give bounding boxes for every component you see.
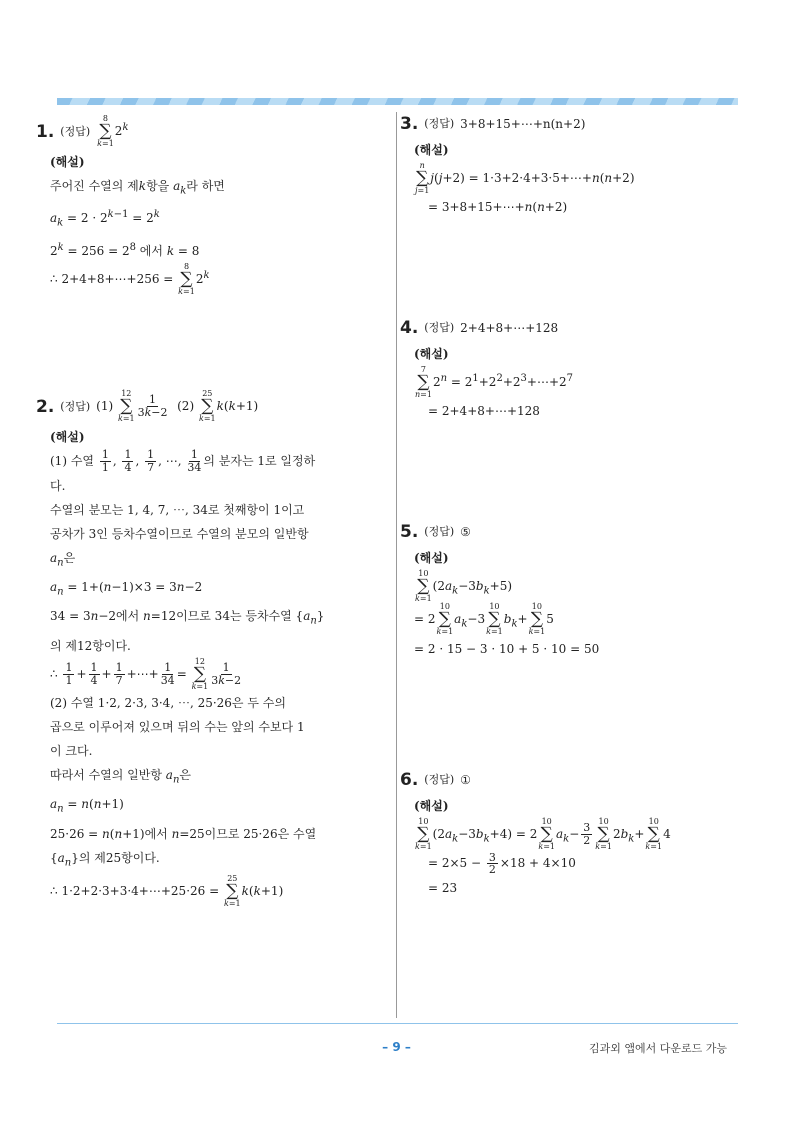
line: = 23 xyxy=(428,880,458,895)
answer-label: (정답) xyxy=(424,321,455,334)
problem-4 xyxy=(400,316,735,423)
line: ∴ 2+4+8+⋯+256 = 8 ∑ k=1 2$^k$ xyxy=(50,261,210,296)
line: 25·26 = n(n+1)에서 n=25이므로 25·26은 수열 xyxy=(50,826,317,841)
line: 공차가 3인 등차수열이므로 수열의 분모의 일반항 xyxy=(50,526,309,541)
problem-2 xyxy=(36,390,371,908)
line: 10 ∑ k=1 $(2a_k-3b_k+5)$ xyxy=(415,569,513,603)
line: = 2+4+8+⋯+128 xyxy=(428,404,540,418)
line: 곱으로 이루어져 있으며 뒤의 수는 앞의 수보다 1 xyxy=(50,719,305,734)
problem-number: 6. xyxy=(400,770,419,790)
line: $a_k = 2 \cdot 2^{k-1} = 2^k$ xyxy=(50,209,160,229)
answer: ⑤ xyxy=(460,525,471,539)
explanation-label: (해설) xyxy=(414,143,449,157)
line: = 3+8+15+⋯+n(n+2) xyxy=(428,200,568,214)
line: 의 제12항이다. xyxy=(50,638,131,653)
line: $a_n$은 xyxy=(50,550,76,568)
line: 이 크다. xyxy=(50,743,93,758)
line: 7 ∑ n=1 $2^n$ = $2^1+2^2+2^3+\cdots+2^7$ xyxy=(415,365,574,399)
explanation-label: (해설) xyxy=(414,799,449,813)
explanation-label: (해설) xyxy=(414,551,449,565)
problem-1 xyxy=(36,115,371,296)
line: 34 = 3n−2에서 n=12이므로 34는 등차수열 $\{a_n\}$ xyxy=(50,609,325,627)
problem-number: 2. xyxy=(36,396,55,417)
problem-6 xyxy=(400,768,735,900)
answer-label: (정답) xyxy=(424,117,455,130)
problem-number: 3. xyxy=(400,114,419,134)
problem-5 xyxy=(400,520,735,661)
line: $a_n = 1+(n-1)\times 3 = 3n-2$ xyxy=(50,579,203,598)
line: $a_n = n(n+1)$ xyxy=(50,797,124,815)
line: 주어진 수열의 제k항을 $a_k$라 하면 xyxy=(50,179,225,197)
answer: 2+4+8+⋯+128 xyxy=(460,321,559,335)
answer-label: (정답) xyxy=(424,525,455,538)
explanation-label: (해설) xyxy=(50,430,85,444)
line: n ∑ j=1 j(j+2) = 1·3+2·4+3·5+⋯+n(n+2) xyxy=(415,161,635,195)
answer-label: (정답) xyxy=(424,773,455,786)
line: (1) 수열 $\frac{1}{1}$ , $\frac{1}{4}$ , $\frac{1}{7}$ , ⋯, $\frac{1}{34}$ 의 분자는 1로 일정하 xyxy=(50,448,316,474)
line: (2) 수열 1·2, 2·3, 3·4, ⋯, 25·26은 두 수의 xyxy=(50,695,286,710)
problem-number: 5. xyxy=(400,522,419,542)
answer: (1) 12 ∑ k=1 $\frac{1}{3k-2}$ (2) 25 ∑ k=1 k(k+1) xyxy=(96,389,259,423)
line: 수열의 분모는 1, 4, 7, ⋯, 34로 첫째항이 1이고 xyxy=(50,502,305,517)
line: = 2×5 − $\frac{3}{2}$ ×18 + 4×10 xyxy=(428,850,576,877)
explanation-label: (해설) xyxy=(50,155,85,169)
header-band xyxy=(57,98,738,105)
problem-3 xyxy=(400,112,735,219)
answer-label: (정답) xyxy=(60,124,91,138)
line: ∴ 1·2+2·3+3·4+⋯+25·26 = 25 ∑ k=1 k(k+1) xyxy=(50,873,284,908)
answer: 8 ∑ k=1 2$^k$ xyxy=(97,114,129,148)
answer: 3+8+15+⋯+n(n+2) xyxy=(460,117,586,131)
line: 다. xyxy=(50,478,66,493)
download-note: 김과외 앱에서 다운로드 가능 xyxy=(588,1042,727,1055)
line: $2^k = 256 = 2^8$ 에서 k = 8 xyxy=(50,241,200,258)
column-divider xyxy=(396,112,397,1018)
answer-label: (정답) xyxy=(60,399,91,413)
problem-number: 4. xyxy=(400,318,419,338)
line: 10 ∑ k=1 $(2a_k-3b_k+4) = 2$ 10 ∑ k=1 $a_k-$ $\frac{3}{2}$ 10 ∑ k=1 $2b_k+$ 10 ∑ k=1 4 xyxy=(415,817,671,851)
line: = 2 10 ∑ k=1 $a_k-3$ 10 ∑ k=1 $b_k+$ 10 ∑ k=1 5 xyxy=(414,602,554,637)
line: ∴ $\frac{1}{1}$ + $\frac{1}{4}$ + $\frac{1}{7}$ +⋯+ $\frac{1}{34}$ = 12 ∑ k=1 $\frac{1}{3k-2}$ xyxy=(50,656,242,691)
answer: ① xyxy=(460,773,471,787)
explanation-label: (해설) xyxy=(414,347,449,361)
problem-number: 1. xyxy=(36,121,55,142)
line: $\{a_n\}$의 제25항이다. xyxy=(50,850,160,868)
footer-rule xyxy=(57,1023,738,1024)
line: = 2 · 15 − 3 · 10 + 5 · 10 = 50 xyxy=(414,641,600,656)
page-number: – 9 – xyxy=(382,1040,411,1054)
line: 따라서 수열의 일반항 $a_n$은 xyxy=(50,767,191,786)
